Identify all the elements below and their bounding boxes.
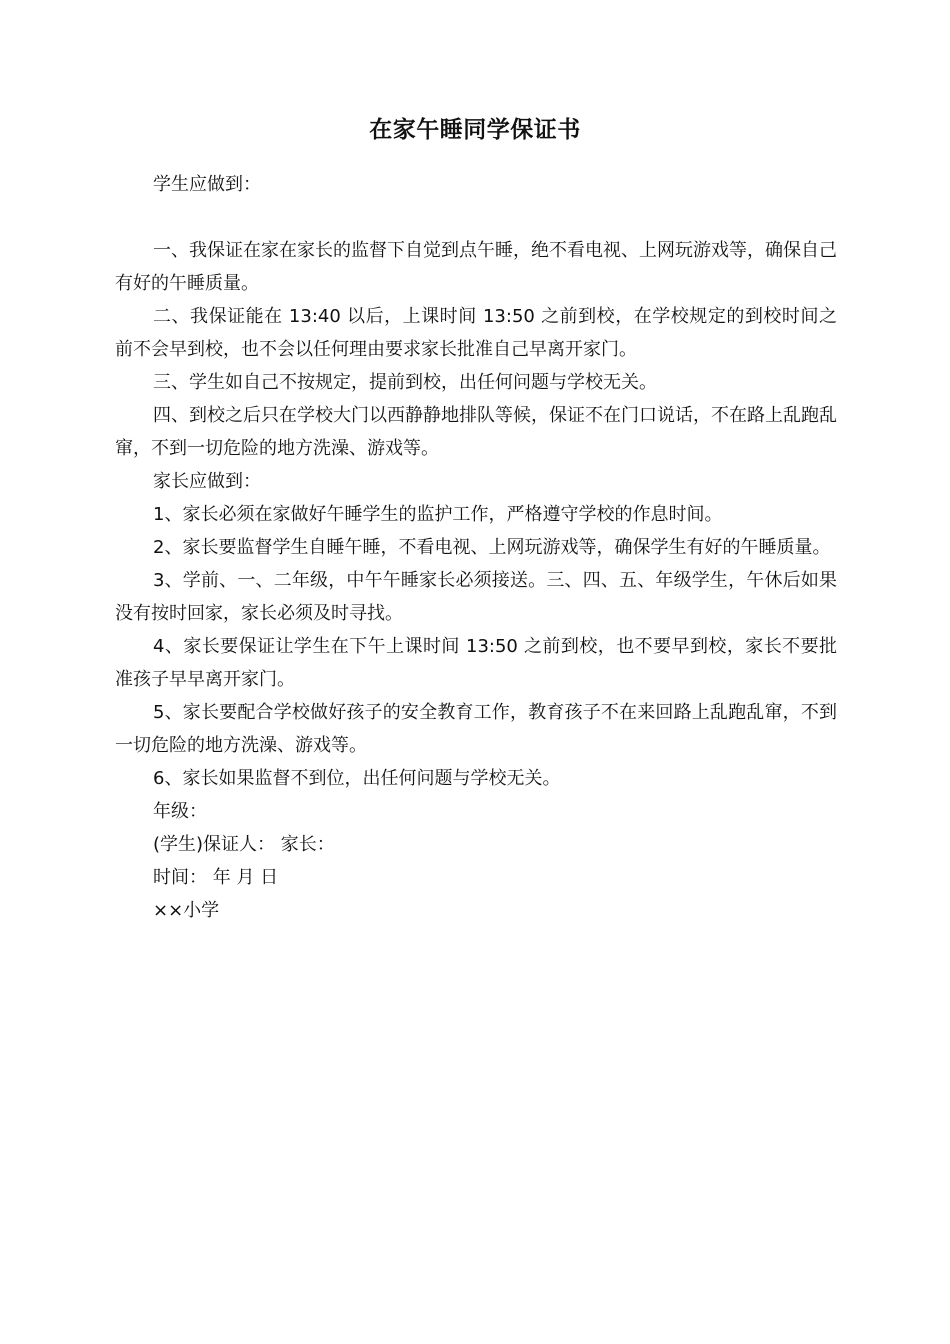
- blank-line: [115, 201, 837, 234]
- grade-line: 年级：: [153, 801, 207, 822]
- student-item-2: 二、我保证能在 13:40 以后，上课时间 13:50 之前到校，在学校规定的到校时间之前不会早到校，也不会以任何理由要求家长批准自己早离开家门。: [115, 306, 837, 360]
- parent-item-3: 3、学前、一、二年级，中午午睡家长必须接送。三、四、五、年级学生，午休后如果没有按时回家，家长必须及时寻找。: [115, 570, 837, 624]
- signature-line: (学生)保证人： 家长：: [153, 834, 335, 855]
- date-line: 时间： 年 月 日: [153, 867, 279, 888]
- document-body: [115, 168, 837, 927]
- parent-item-2: 2、家长要监督学生自睡午睡，不看电视、上网玩游戏等，确保学生有好的午睡质量。: [153, 537, 831, 558]
- parent-item-5: 5、家长要配合学校做好孩子的安全教育工作，教育孩子不在来回路上乱跑乱窜，不到一切危险的地方洗澡、游戏等。: [115, 702, 837, 756]
- parent-item-1: 1、家长必须在家做好午睡学生的监护工作，严格遵守学校的作息时间。: [153, 504, 723, 525]
- parent-item-6: 6、家长如果监督不到位，出任何问题与学校无关。: [153, 768, 561, 789]
- school-line: ××小学: [153, 900, 220, 921]
- student-item-1: 一、我保证在家在家长的监督下自觉到点午睡，绝不看电视、上网玩游戏等，确保自己有好的午睡质量。: [115, 240, 837, 294]
- student-item-3: 三、学生如自己不按规定，提前到校，出任何问题与学校无关。: [153, 372, 657, 393]
- student-heading: 学生应做到：: [153, 174, 261, 195]
- student-item-4: 四、到校之后只在学校大门以西静静地排队等候，保证不在门口说话，不在路上乱跑乱窜，不到一切危险的地方洗澡、游戏等。: [115, 405, 837, 459]
- parent-heading: 家长应做到：: [153, 471, 261, 492]
- document-title: 在家午睡同学保证书: [369, 117, 581, 143]
- parent-item-4: 4、家长要保证让学生在下午上课时间 13:50 之前到校，也不要早到校，家长不要批准孩子早早离开家门。: [115, 636, 837, 690]
